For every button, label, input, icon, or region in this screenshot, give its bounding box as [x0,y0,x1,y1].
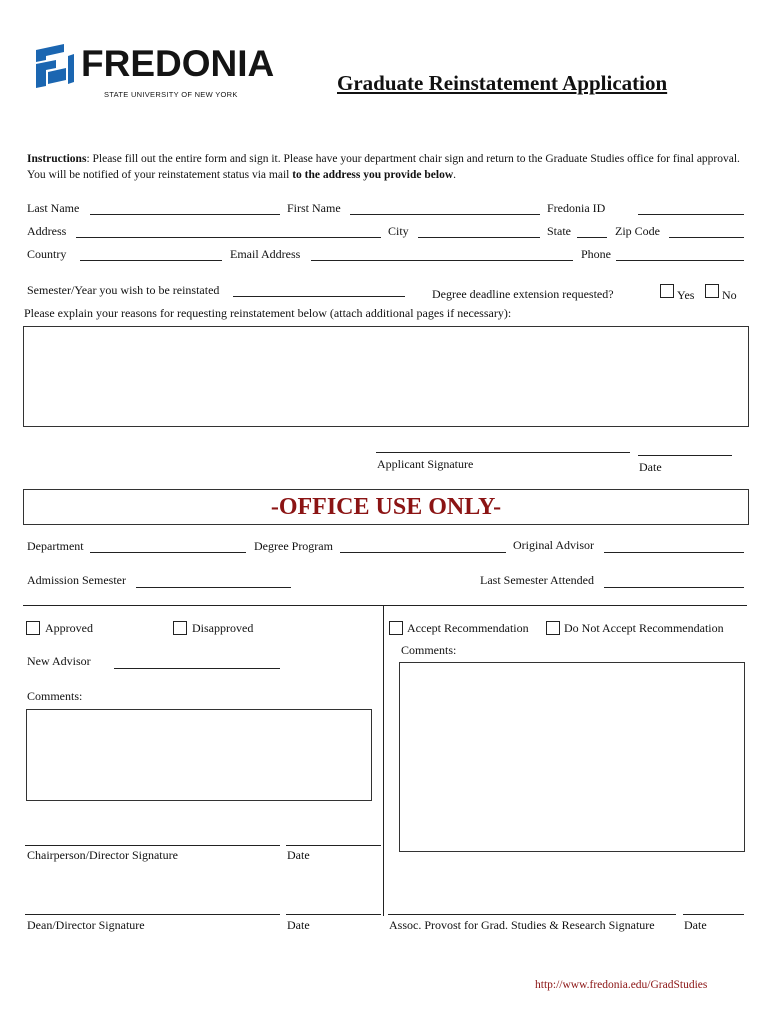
extension-yes-label: Yes [677,288,695,302]
applicant-signature-label: Applicant Signature [377,457,474,471]
approved-label: Approved [45,621,93,635]
reasons-textarea[interactable] [23,326,749,427]
provost-date-line[interactable] [683,914,744,915]
admission-semester-field[interactable] [136,587,291,588]
instructions-body: : Please fill out the entire form and sign it. Please have your department chair sign and return to the Graduate Studies office for final approval. You will be notified of your reinstatement status via mail [27,153,740,181]
accept-recommendation-label: Accept Recommendation [407,621,529,635]
state-label: State [547,224,571,238]
comments-left-textarea[interactable] [26,709,372,801]
email-label: Email Address [230,247,301,261]
department-field[interactable] [90,552,246,553]
chair-date-label: Date [287,848,310,862]
office-use-title: -OFFICE USE ONLY- [270,494,502,520]
instructions-label: Instructions [27,153,87,165]
semester-year-field[interactable] [233,296,405,297]
applicant-date-label: Date [639,460,662,474]
office-section-divider [23,605,747,606]
extension-no-label: No [722,288,737,302]
comments-left-label: Comments: [27,689,83,703]
dean-date-label: Date [287,918,310,932]
dean-signature-label: Dean/Director Signature [27,918,145,932]
instructions-end: . [453,169,457,181]
extension-yes-checkbox[interactable] [660,284,674,298]
new-advisor-label: New Advisor [27,654,91,668]
instructions-text [27,151,745,183]
last-name-field[interactable] [90,214,280,215]
chair-date-line[interactable] [286,845,381,846]
disapproved-checkbox[interactable] [173,621,187,635]
degree-program-label: Degree Program [254,539,333,553]
explain-label: Please explain your reasons for requesting reinstatement below (attach additional pages if necessary): [24,306,512,320]
comments-right-textarea[interactable] [399,662,745,852]
country-label: Country [27,247,67,261]
office-column-divider [383,605,384,916]
page-title: Graduate Reinstatement Application [337,71,668,95]
zip-code-field[interactable] [669,237,744,238]
last-semester-label: Last Semester Attended [480,573,594,587]
department-label: Department [27,539,84,553]
address-label: Address [27,224,67,238]
extension-no-checkbox[interactable] [705,284,719,298]
last-name-label: Last Name [27,201,80,215]
not-accept-recommendation-label: Do Not Accept Recommendation [564,621,724,635]
disapproved-label: Disapproved [192,621,254,635]
accept-recommendation-checkbox[interactable] [389,621,403,635]
provost-signature-label: Assoc. Provost for Grad. Studies & Research Signature [389,918,655,932]
fredonia-emblem-icon [34,44,78,88]
first-name-label: First Name [287,201,341,215]
comments-right-label: Comments: [401,643,457,657]
original-advisor-field[interactable] [604,552,744,553]
provost-date-label: Date [684,918,707,932]
phone-label: Phone [581,247,611,261]
logo-wordmark: FREDONIA [81,43,275,84]
phone-field[interactable] [616,260,744,261]
not-accept-recommendation-checkbox[interactable] [546,621,560,635]
instructions-bold-tail: to the address you provide below [292,169,454,181]
degree-program-field[interactable] [340,552,506,553]
last-semester-field[interactable] [604,587,744,588]
approved-checkbox[interactable] [26,621,40,635]
email-field[interactable] [311,260,573,261]
admission-semester-label: Admission Semester [27,573,126,587]
chair-signature-label: Chairperson/Director Signature [27,848,178,862]
fredonia-id-field[interactable] [638,214,744,215]
country-field[interactable] [80,260,222,261]
dean-signature-line[interactable] [25,914,280,915]
first-name-field[interactable] [350,214,540,215]
logo-subtitle: STATE UNIVERSITY OF NEW YORK [104,90,238,99]
applicant-date-line[interactable] [638,455,732,456]
state-field[interactable] [577,237,607,238]
city-field[interactable] [418,237,540,238]
office-use-banner [23,489,749,525]
deadline-extension-label: Degree deadline extension requested? [432,287,614,301]
provost-signature-line[interactable] [388,914,676,915]
new-advisor-field[interactable] [114,668,280,669]
dean-date-line[interactable] [286,914,381,915]
zip-code-label: Zip Code [615,224,660,238]
semester-year-label: Semester/Year you wish to be reinstated [27,283,220,297]
fredonia-id-label: Fredonia ID [547,201,606,215]
footer-url-link[interactable]: http://www.fredonia.edu/GradStudies [535,979,708,991]
chair-signature-line[interactable] [25,845,280,846]
applicant-signature-line[interactable] [376,452,630,453]
original-advisor-label: Original Advisor [513,538,594,552]
address-field[interactable] [76,237,381,238]
city-label: City [388,224,409,238]
